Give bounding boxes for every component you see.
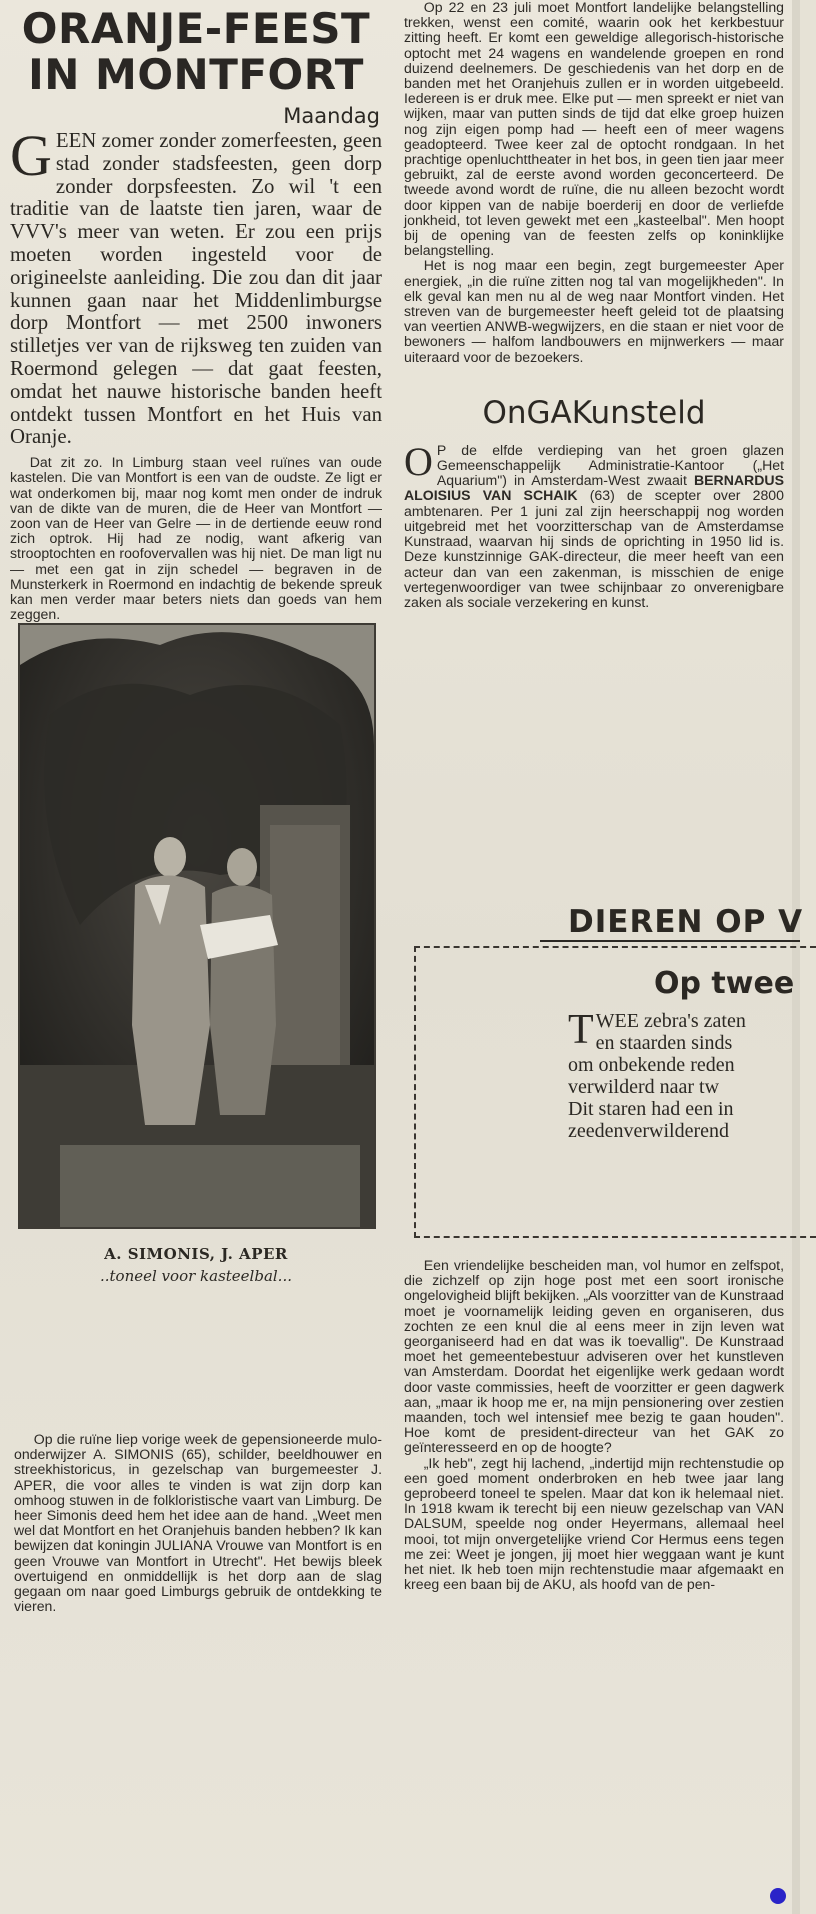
ongak-p3-text: „Ik heb", zegt hij lachend, „indertijd mijn rechtenstudie op een goed moment onderbroken en heb twee jaar lang geprobeerd toneel te spelen. Maar dat kon ik helemaal niet. In 1918 kwam ik terecht bij een nieuw gezelschap van VAN DALSUM, speelde nog onder Heyermans, allemaal heel mooi, tot mijn onvergetelijke vriend Cor Hermus eens tegen me zei: Weet je jongen, jij moet hier weggaan want je kunt het niet. Ik heb toen mijn rechtenstudie maar afgemaakt en kreeg een baan bij de AKU, als hoofd van de pen- xyxy=(404,1454,784,1593)
lead-text: EEN zomer zonder zomerfeesten, geen stad zonder stadsfeesten, geen dorp zonder dorpsfeesten. Zo wil 't een traditie van de laatste tien jaren, waar de VVV's meer van weten. Er zou een prijs moeten worden ingesteld voor de origineelste aanleiding. Die zou dan dit jaar kunnen gaan naar het Middenlimburgse dorp Montfort — met 2500 inwoners stilletjes ver van de rijksweg ten zuiden van Roermond gelegen — dat gaat feesten, omdat het nauwe historische banden heeft ontdekt tussen Montfort en het Huis van Oranje. xyxy=(10,129,382,449)
ongak-continued xyxy=(404,1258,784,1592)
ongak-paragraph-3 xyxy=(404,1456,784,1593)
dieren-subtitle: Op twee xyxy=(654,966,795,1001)
cursor-dot[interactable] xyxy=(770,1888,786,1904)
ongak-dropcap: O xyxy=(404,438,433,484)
paragraph-2 xyxy=(14,1432,382,1614)
dieren-headline: DIEREN OP V xyxy=(568,904,804,940)
ongak-paragraph-2 xyxy=(404,1258,784,1456)
dieren-line-6: zeedenverwilderend xyxy=(568,1120,730,1142)
ongak-person-name: BERNARDUS ALOISIUS VAN SCHAIK xyxy=(404,472,784,504)
dieren-line-4: verwilderd naar tw xyxy=(568,1076,720,1098)
article-headline: ORANJE-FEEST IN MONTFORT xyxy=(21,4,371,99)
dieren-line-2: en staarden sinds xyxy=(595,1032,733,1054)
dieren-line-5: Dit staren had een in xyxy=(568,1098,734,1120)
ongak-title: OnGAKunsteld xyxy=(482,394,706,431)
dieren-line-3: om onbekende reden xyxy=(568,1054,735,1076)
left-column-continued xyxy=(14,1432,382,1614)
photo-ruin-two-men xyxy=(20,625,374,1227)
photo-caption-sub: ..toneel voor kasteelbal... xyxy=(99,1267,292,1286)
paragraph-3-text: Op 22 en 23 juli moet Montfort landelijke belangstelling trekken, wenst een comité, waarin ook het kerkbestuur zitting heeft. Er komt een geweldige allegorisch-historische optocht met 24 wagens en wandelende groepen en rond duizend deelnemers. De geschiedenis van het dorp en de banden met het Oranjehuis zullen er in worden uitgebeeld. Iedereen is er druk mee. Elke put — men spreekt er niet van wijken, maar van putten sinds de tijd dat elke groep huizen nog zijn eigen pomp had — heeft een of meer wagens geadopteerd. Twee keer zal de optocht rondgaan. In het prachtige openluchttheater in het bos, in geen tien jaar meer gebruikt, zal de eerste avond worden geconcerteerd. De tweede avond wordt de ruïne, die nu alleen bezocht wordt door kippen van de nabije boerderij en door de verliefde jonkheid, tot leven gewekt met een „kasteelbal". Men hoopt bij de opening van de feesten zelfs op koninklijke belangstelling. xyxy=(404,0,784,259)
dieren-line-1: WEE zebra's zaten xyxy=(595,1010,746,1032)
paragraph-1-text: Dat zit zo. In Limburg staan veel ruïnes van oude kastelen. Die van Montfort is een van de oudste. Ze ligt er wat onderkomen bij, maar nog komt men onder de indruk van de dikte van de muren, die de Heer van Montfort — zoon van de Heer van Gelre — in de dertiende eeuw rond zich optrok. Hij had ze nodig, want afkerig van strooptochten en roofovervallen was hij niet. De man ligt nu — met een gat in zijn schedel — begraven in de Munsterkerk in Roermond en indachtig de bekende spreuk kan men verder maar beters niets dan goeds van hem zeggen. xyxy=(10,454,382,623)
lead-dropcap: G xyxy=(10,123,52,188)
ongak-p2-text: Een vriendelijke bescheiden man, vol humor en zelfspot, die zichzelf op zijn hoge post met een soort ironische ongelovigheid blijft bekijken. „Als voorzitter van de Kunstraad moet je voornamelijk leiding geven en organiseren, dus zochten ze een knul die al eens meer in zijn leven wat georganiseerd had en dat was ik toevallig". De Kunstraad moet het gemeentebestuur adviseren over het kunstleven van Amsterdam. Doordat het eigenlijke werk gedaan wordt door vaste commissies, heeft de voorzitter er geen dagwerk aan, „maar ik hoop me er, na mijn pensionering over zestien maanden, toch wel intensief mee bezig te gaan houden". Hoe komt de president-directeur van het GAK zo geïnteresseerd en op de hoogte? xyxy=(404,1257,784,1456)
paragraph-3 xyxy=(404,0,784,258)
ongak-paragraph-1 xyxy=(404,438,784,610)
ongak-p1-before: P de elfde verdieping van het groen glazen Gemeenschappelijk Administratie-Kantoor („Het Aquarium") in Amsterdam-West zwaait xyxy=(436,441,784,489)
paragraph-4-text: Het is nog maar een begin, zegt burgemeester Aper energiek, „in die ruïne zitten nog tal van mogelijkheden". In elk geval kan men nu al de weg naar Montfort vinden. Het streven van de burgemeester heeft geleid tot de plaatsing van veertien ANWB-wegwijzers, en die staan er niet voor de bewoners — halfom landbouwers en mijnwerkers — maar uiteraard voor de bezoekers. xyxy=(404,257,784,365)
paragraph-1 xyxy=(10,454,382,623)
dieren-dropcap: T xyxy=(568,1007,594,1053)
dateline: Maandag xyxy=(283,104,380,128)
ongak-p1-after: (63) de scepter over 2800 ambtenaren. Per 1 juni zal zijn heerschappij nog worden uitgebreid met het voorzitterschap van de Amsterdamse Kunstraad, waarvan hij sinds de oprichting in 1950 lid is. Deze kunstzinnige GAK-directeur, die meer heeft van een acteur dan van een zakenman, is misschien de enige vertegenwoordiger van twee schijnbaar zo onverenigbare zaken als sociale verzekering en kunst. xyxy=(404,487,784,610)
dieren-rule xyxy=(540,940,800,942)
dieren-text xyxy=(568,1007,808,1142)
left-column xyxy=(10,6,382,1299)
article-lead xyxy=(10,123,382,449)
photo-caption-name: A. SIMONIS, J. APER xyxy=(104,1245,288,1264)
paragraph-4 xyxy=(404,258,784,364)
paragraph-2-text: Op die ruïne liep vorige week de gepensioneerde mulo-onderwijzer A. SIMONIS (65), schilder, beeldhouwer en streekhistoricus, in gezelschap van burgemeester J. APER, die voor alles te vinden is wat zijn dorp kan omhoog stuwen in de folkloristische vaart van Limburg. De heer Simonis deed hem het idee aan de hand. „Weet men wel dat Montfort en het Oranjehuis banden hebben? Ik kan bewijzen dat koningin JULIANA Vrouwe van Montfort is en geen Vrouwe van Montfort in Utrecht". Het bewijs bleek overtuigend en onmiddellijk is het dorp aan de slag gegaan om naar goed Limburgs gebruik de ontdekking te vieren. xyxy=(14,1431,382,1615)
right-column xyxy=(404,0,784,610)
article-photo xyxy=(18,623,376,1229)
